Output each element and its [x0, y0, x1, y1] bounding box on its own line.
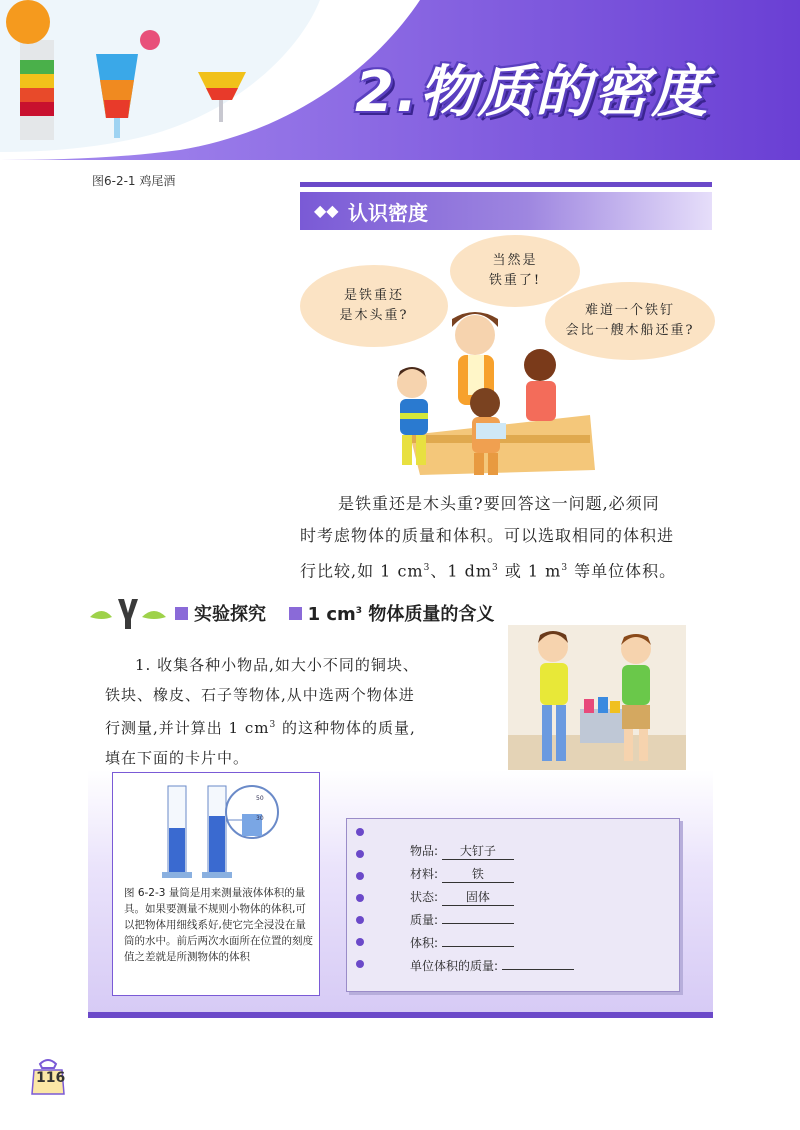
step-line-3-suffix: 的这种物体的质量, — [276, 719, 416, 737]
page-title: 2.物质的密度 — [355, 60, 710, 125]
card-bullets — [356, 828, 368, 982]
exponent: 3 — [269, 720, 277, 730]
card-value: 固体 — [442, 888, 514, 906]
figure-6-2-1-caption: 图6-2-1 鸡尾酒 — [92, 174, 176, 188]
card-value — [502, 969, 574, 970]
intro-line-3-prefix: 行比较,如 1 cm — [300, 561, 424, 581]
figure-6-2-3-caption: 图 6-2-3 量筒是用来测量液体体积的量具。如果要测量不规则小物体的体积,可以把物体用细线系好,使它完全浸没在量筒的水中。前后两次水面所在位置的刻度值之差就是所测物体的体积 — [124, 887, 313, 963]
card-value — [442, 946, 514, 947]
bullet-dot-icon — [356, 872, 364, 880]
card-label: 材料: — [410, 867, 439, 881]
speech-bubble-left: 是铁重还 是木头重? — [300, 265, 448, 347]
step-line: 铁块、橡皮、石子等物体,从中选两个物体进 — [105, 686, 415, 704]
card-value — [442, 923, 514, 924]
exponent: 3 — [561, 563, 569, 573]
card-row-volume — [410, 934, 514, 951]
experiment-step-text — [105, 650, 485, 773]
experiment-topic-suffix: 物体质量的含义 — [362, 604, 495, 625]
card-row-material — [410, 865, 514, 883]
exponent: 3 — [492, 563, 499, 573]
collecting-items-illustration — [508, 625, 686, 787]
children-discussion-illustration — [380, 305, 600, 480]
exponent: 3 — [355, 606, 363, 616]
experiment-label: 实验探究 — [194, 604, 266, 625]
card-label: 质量: — [410, 913, 439, 927]
cylinder-scale-top: 50 — [256, 795, 264, 802]
intro-line-3-mid2: 或 1 m — [498, 561, 562, 581]
step-line-3-prefix: 行测量,并计算出 1 cm — [105, 719, 270, 737]
card-row-item — [410, 842, 514, 860]
square-bullet-icon — [175, 607, 188, 620]
intro-line-2: 时考虑物体的质量和体积。可以选取相同的体积进 — [300, 526, 675, 545]
experiment-heading — [175, 600, 494, 626]
card-label: 物品: — [410, 844, 439, 858]
step-line: 1. 收集各种小物品,如大小不同的铜块、 — [135, 656, 419, 674]
section-top-rule — [300, 182, 712, 187]
card-label: 状态: — [410, 890, 439, 904]
bullet-dot-icon — [356, 894, 364, 902]
card-label: 体积: — [410, 936, 439, 950]
square-bullet-icon — [289, 607, 302, 620]
card-row-state — [410, 888, 514, 906]
intro-line-1: 是铁重还是木头重?要回答这一问题,必须同 — [338, 494, 660, 513]
intro-line-3-mid1: 、1 dm — [430, 561, 492, 581]
page-number: 116 — [36, 1070, 66, 1086]
card-value: 大钉子 — [442, 842, 514, 860]
bottom-rule — [88, 1012, 713, 1018]
cylinder-scale-bottom: 30 — [256, 815, 264, 822]
bullet-dot-icon — [356, 938, 364, 946]
intro-line-3 — [300, 552, 720, 587]
step-line — [105, 710, 485, 743]
section-title: 认识密度 — [348, 201, 428, 225]
bullet-dot-icon — [356, 828, 364, 836]
card-label: 单位体积的质量: — [410, 959, 499, 973]
measuring-cylinder-illustration — [150, 780, 310, 880]
bullet-dot-icon — [356, 916, 364, 924]
speech-bubble-right: 难道一个铁钉 会比一艘木船还重? — [545, 282, 715, 360]
experiment-icon — [88, 595, 168, 631]
card-value: 铁 — [442, 865, 514, 883]
diamond-icon: ◆◆ — [314, 201, 339, 220]
speech-bubble-middle: 当然是 铁重了! — [450, 235, 580, 307]
exponent: 3 — [423, 563, 431, 573]
card-row-mass — [410, 911, 514, 928]
card-row-unit-mass — [410, 957, 574, 974]
bullet-dot-icon — [356, 850, 364, 858]
step-line: 填在下面的卡片中。 — [105, 749, 250, 767]
experiment-topic-prefix: 1 cm — [307, 604, 356, 625]
intro-line-3-suffix: 等单位体积。 — [568, 561, 677, 581]
bullet-dot-icon — [356, 960, 364, 968]
